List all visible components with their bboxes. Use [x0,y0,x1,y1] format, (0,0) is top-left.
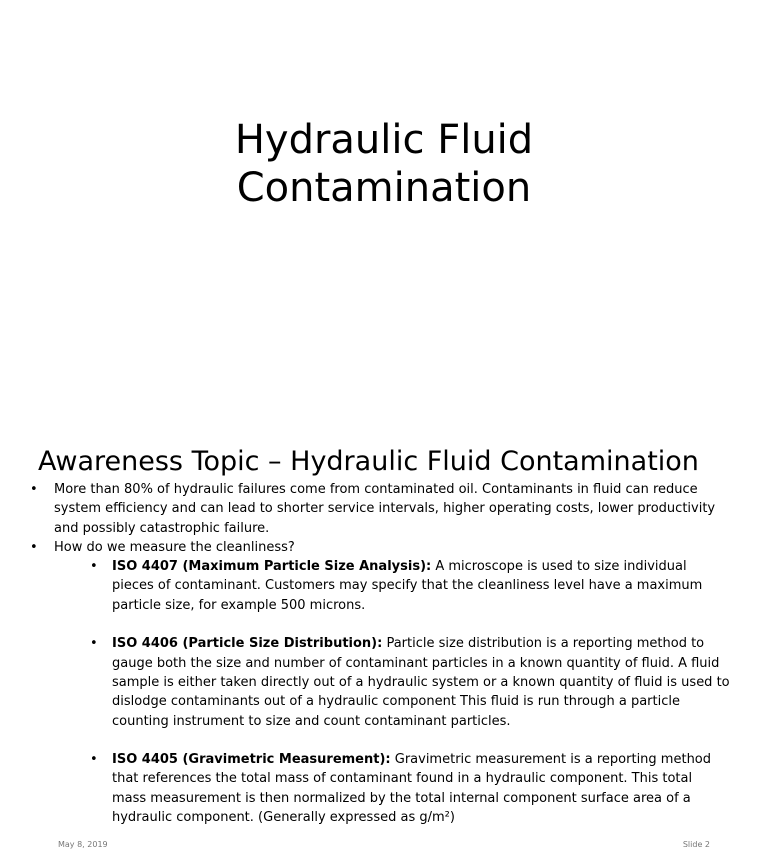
slide-title [0,116,768,212]
bullet-icon: • [90,559,98,575]
list-item [30,480,730,538]
method-description: Particle size distribution is a reporting method to gauge both the size and number of contaminant particles in a known quantity of fluid. A fluid sample is either taken directly out of a hydraulic system or a known quantity of fluid is used to dislodge contaminants out of a hydraulic component This fluid is run through a particle counting instrument to size and count contaminant particles. [112,636,730,729]
method-name: ISO 4405 (Gravimetric Measurement): [112,752,391,768]
method-description: A microscope is used to size individual pieces of contaminant. Customers may specify that the cleanliness level have a maximum particle size, for example 500 microns. [112,559,703,613]
bullet-icon: • [90,636,98,652]
bullet-text: More than 80% of hydraulic failures come from contaminated oil. Contaminants in fluid can reduce system efficiency and can lead to shorter service intervals, higher operating costs, lower productivity and possibly catastrophic failure. [54,482,716,536]
method-item [54,557,730,615]
bullet-icon: • [30,482,38,497]
bullet-text: How do we measure the cleanliness? [54,539,295,555]
slide-title-line-1: Hydraulic Fluid [234,117,534,163]
bullet-icon: • [30,539,38,555]
bullet-list [30,480,730,827]
list-item [30,538,730,827]
content-body [30,480,730,827]
slide-title-line-2: Contamination [236,165,532,211]
method-description: Gravimetric measurement is a reporting method that references the total mass of contaminant found in a hydraulic component. This total mass measurement is then normalized by the total internal component surface area of a hydraulic component. (Generally expressed as g/m²) [112,752,712,826]
footer-date: May 8, 2019 [58,840,108,849]
method-name: ISO 4406 (Particle Size Distribution): [112,636,383,652]
method-name: ISO 4407 (Maximum Particle Size Analysis): [112,559,432,575]
topic-heading: Awareness Topic – Hydraulic Fluid Contamination [38,446,699,477]
method-item [54,634,730,730]
bullet-icon: • [90,752,98,768]
footer-slide-number: Slide 2 [682,840,710,849]
method-list [54,557,730,827]
method-item [54,750,730,827]
